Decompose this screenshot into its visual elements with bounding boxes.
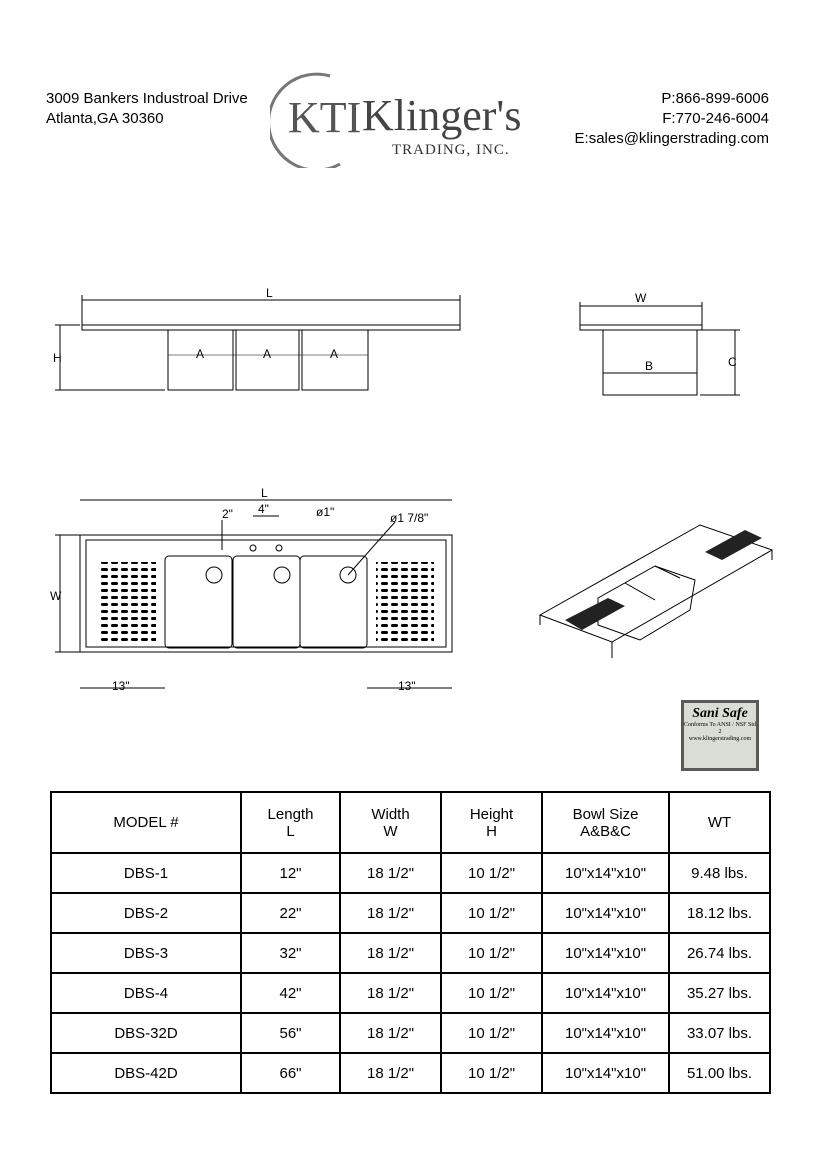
address-line: Atlanta,GA 30360 [46, 110, 164, 127]
side-view [580, 302, 740, 395]
front-L-label: L [266, 286, 273, 300]
side-B-label: B [645, 359, 654, 373]
seal-text: Conforms To ANSI / NSF Std 2 [684, 722, 756, 735]
right-drainboard-dim: 13" [398, 679, 416, 693]
logo-subtitle: TRADING, INC. [392, 142, 510, 158]
seal-site: www.klingerstrading.com [688, 736, 752, 742]
top-L-label: L [261, 486, 268, 500]
sani-safe-seal [681, 700, 759, 771]
header-bowl-size: Bowl Size A&B&C [542, 792, 669, 853]
table-row: DBS-42D 66" 18 1/2" 10 1/2" 10"x14"x10" 51.00 lbs. [51, 1053, 770, 1093]
top-W-label: W [50, 589, 62, 603]
header-length: Length L [241, 792, 340, 853]
table-row: DBS-1 12" 18 1/2" 10 1/2" 10"x14"x10" 9.48 lbs. [51, 853, 770, 893]
address-line: 3009 Bankers Industroal Drive [46, 90, 248, 107]
table-row: DBS-32D 56" 18 1/2" 10 1/2" 10"x14"x10" 33.07 lbs. [51, 1013, 770, 1053]
technical-drawings [0, 280, 826, 700]
model-spec-table [50, 791, 771, 1094]
hole-dim: ø1" [316, 505, 335, 519]
dim-4in: 4" [258, 502, 269, 516]
front-view [55, 295, 460, 390]
company-logo [270, 72, 550, 168]
side-C-label: C [728, 355, 737, 369]
table-row: DBS-2 22" 18 1/2" 10 1/2" 10"x14"x10" 18.12 lbs. [51, 893, 770, 933]
front-A-label: A [196, 347, 205, 361]
front-H-label: H [53, 351, 62, 365]
front-A-label: A [330, 347, 339, 361]
table-row: DBS-4 42" 18 1/2" 10 1/2" 10"x14"x10" 35.27 lbs. [51, 973, 770, 1013]
side-W-label: W [635, 291, 647, 305]
table-header-row [51, 792, 770, 853]
email: E:sales@klingerstrading.com [574, 130, 769, 147]
drainboard-slots [98, 562, 434, 642]
logo-name: Klinger's [362, 91, 522, 140]
logo-monogram: KTI [288, 93, 362, 142]
header-height: Height H [441, 792, 542, 853]
company-contact [575, 89, 769, 149]
phone: P:866-899-6006 [661, 90, 769, 107]
table-row: DBS-3 32" 18 1/2" 10 1/2" 10"x14"x10" 26.74 lbs. [51, 933, 770, 973]
fax: F:770-246-6004 [662, 110, 769, 127]
header-model: MODEL # [51, 792, 241, 853]
dim-2in: 2" [222, 507, 233, 521]
left-drainboard-dim: 13" [112, 679, 130, 693]
drain-dim: ø1 7/8" [390, 511, 429, 525]
seal-title: Sani Safe [692, 706, 748, 721]
header-width: Width W [340, 792, 441, 853]
company-address [46, 89, 248, 129]
front-A-label: A [263, 347, 272, 361]
header-weight: WT [669, 792, 770, 853]
